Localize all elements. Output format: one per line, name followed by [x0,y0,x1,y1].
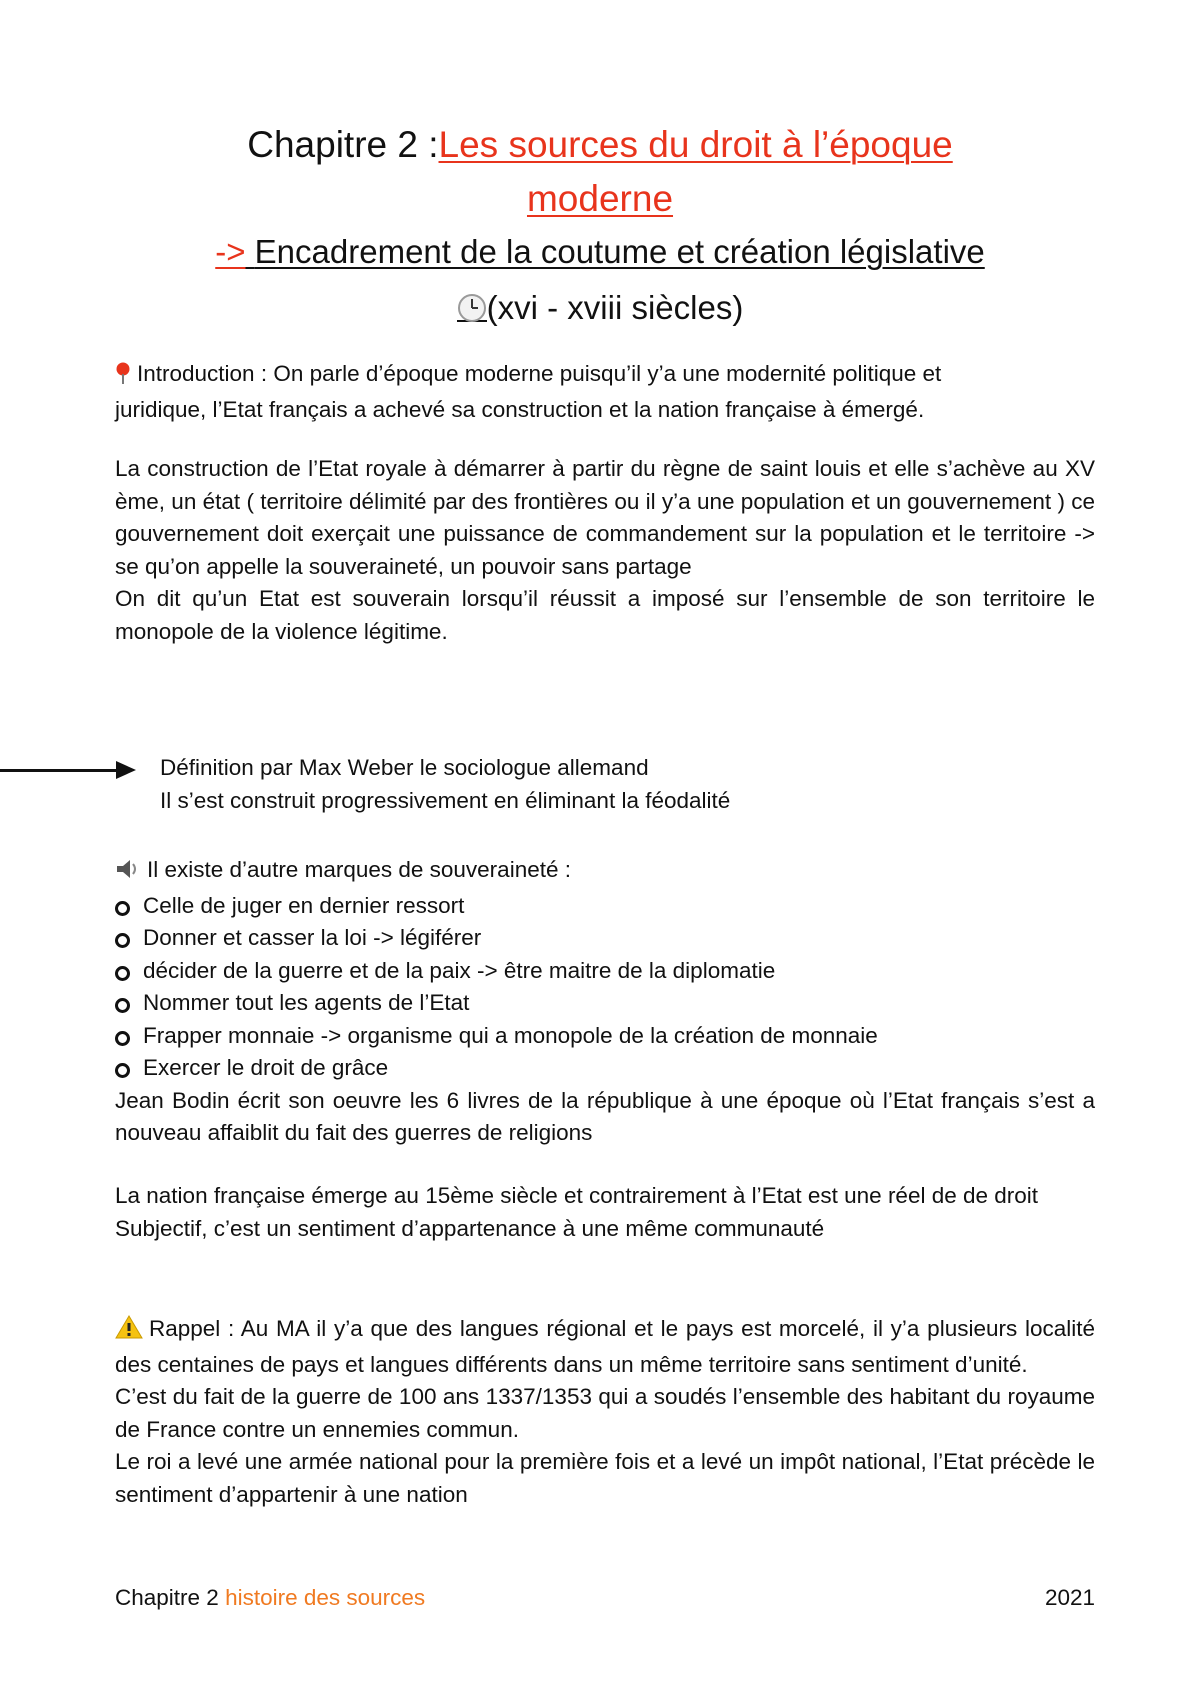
speaker-icon [115,857,141,890]
list-item: Donner et casser la loi -> légiférer [115,922,1095,955]
chapter-title-main-2: moderne [526,178,674,219]
footer-year: 2021 [1044,1585,1095,1610]
bullet-icon [115,901,130,916]
intro-line-1: Introduction : On parle d’époque moderne puisqu’il y’a une modernité politique et [137,361,942,386]
clock-icon [457,290,487,322]
rappel-section [115,1313,1095,1511]
intro [115,358,1095,426]
nation-section [115,1180,1095,1245]
subtitle-arrow: -> [215,233,246,270]
definition-line-1: Définition par Max Weber le sociologue allemand [160,755,649,780]
arrow-head-icon [116,761,136,779]
footer-section: histoire des sources [225,1585,426,1610]
footer-label: Chapitre 2 [115,1585,219,1610]
bodin-paragraph: Jean Bodin écrit son oeuvre les 6 livres de la république à une époque où l’Etat français s’est a nouveau affaiblit du fait des guerres de religions [115,1087,1095,1145]
paragraph-2: On dit qu’un Etat est souverain lorsqu’il réussit a imposé sur l’ensemble de son territoire le monopole de la violence légitime. [115,586,1095,644]
marks-heading: Il existe d’autre marques de souveraineté : [147,857,571,882]
page-footer [115,1582,1095,1614]
paragraph-1: La construction de l’Etat royale à démarrer à partir du règne de saint louis et elle s’achève au XV ème, un état ( territoire délimité par des frontières ou il y’a une population et un gouvernement ) ce gouvernement doit exerçait une puissance de commandement sur la population et le territoire -> se qu’on appelle la souveraineté, un pouvoir sans partage [115,456,1095,579]
rappel-text: Rappel : Au MA il y’a que des langues régional et le pays est morcelé, il y’a plusieurs localité des centaines de pays et langues différents dans un même territoire sans sentiment d’unité. [115,1316,1095,1377]
chapter-label: Chapitre 2 : [247,124,439,165]
rappel-paragraph-2: C’est du fait de la guerre de 100 ans 1337/1353 qui a soudés l’ensemble des habitant du royaume de France contre un ennemies commun. [115,1384,1095,1442]
pin-icon [115,361,131,394]
rappel-paragraph-3: Le roi a levé une armée national pour la première fois et a levé un impôt national, l’Etat précède le sentiment d’appartenir à une nation [115,1449,1095,1507]
period [110,286,1090,330]
definition [160,752,730,817]
period-text: (xvi - xviii siècles) [486,289,744,326]
warning-icon [115,1315,143,1349]
chapter-title-main: Les sources du droit à l’époque [438,124,953,165]
subtitle-text: Encadrement de la coutume et création législative [254,233,985,270]
list-item: Exercer le droit de grâce [115,1052,1095,1085]
subtitle [110,230,1090,274]
definition-line-2: Il s’est construit progressivement en éliminant la féodalité [160,787,731,813]
intro-line-2: juridique, l’Etat français a achevé sa construction et la nation française à émergé. [115,396,925,422]
list-item: Frapper monnaie -> organisme qui a monopole de la création de monnaie [115,1020,1095,1053]
chapter-title [110,118,1090,226]
marks-list [115,890,1095,1085]
nation-line-1: La nation française émerge au 15ème siècle et contrairement à l’Etat est une réel de de droit [115,1183,1039,1208]
list-item: décider de la guerre et de la paix -> être maitre de la diplomatie [115,955,1095,988]
title-block [110,118,1090,330]
bullet-icon [115,1063,130,1078]
list-item: Celle de juger en dernier ressort [115,890,1095,923]
bullet-icon [115,966,130,981]
bullet-icon [115,1031,130,1046]
bullet-icon [115,998,130,1013]
nation-line-2: Subjectif, c’est un sentiment d’appartenance à une même communauté [115,1215,825,1241]
bullet-icon [115,933,130,948]
paragraph-state [115,453,1095,648]
sovereignty-marks [115,854,1095,1150]
list-item: Nommer tout les agents de l’Etat [115,987,1095,1020]
arrow-line [0,769,118,772]
